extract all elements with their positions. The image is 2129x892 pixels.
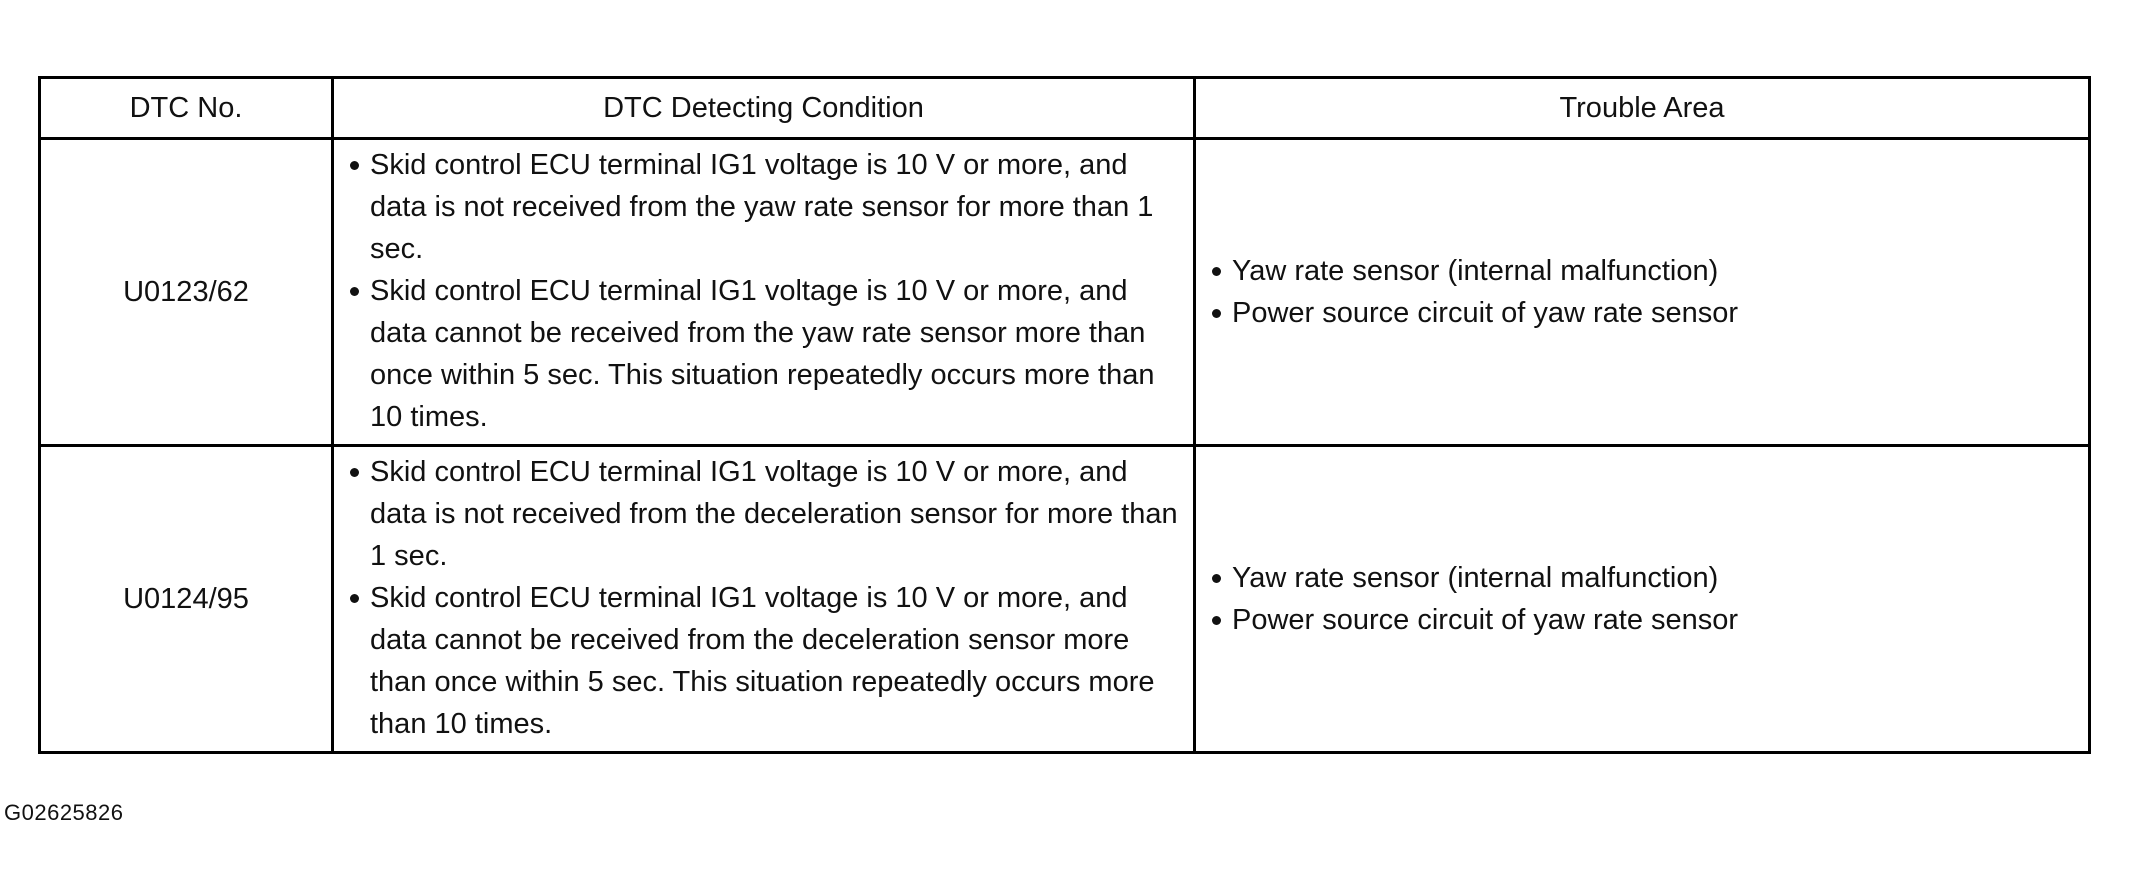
trouble-area-item: Power source circuit of yaw rate sensor <box>1210 292 2078 334</box>
trouble-area-item: Yaw rate sensor (internal malfunction) <box>1210 557 2078 599</box>
header-detecting-condition: DTC Detecting Condition <box>333 78 1195 139</box>
figure-reference-code: G02625826 <box>4 800 124 825</box>
condition-list <box>348 144 1185 438</box>
trouble-area-cell <box>1195 139 2090 446</box>
trouble-area-item: Power source circuit of yaw rate sensor <box>1210 599 2078 641</box>
header-trouble-area: Trouble Area <box>1195 78 2090 139</box>
condition-item: Skid control ECU terminal IG1 voltage is 10 V or more, and data is not received from the yaw rate sensor for more than 1 sec. <box>348 144 1185 270</box>
dtc-number: U0124/95 <box>40 446 333 753</box>
table-row <box>40 446 2090 753</box>
trouble-area-list <box>1210 250 2078 334</box>
condition-item: Skid control ECU terminal IG1 voltage is 10 V or more, and data cannot be received from the deceleration sensor more than once within 5 sec. This situation repeatedly occurs more than 10 times. <box>348 577 1185 745</box>
condition-item: Skid control ECU terminal IG1 voltage is 10 V or more, and data is not received from the deceleration sensor for more than 1 sec. <box>348 451 1185 577</box>
header-dtc-no: DTC No. <box>40 78 333 139</box>
table-row <box>40 139 2090 446</box>
dtc-table <box>38 76 2091 754</box>
trouble-area-list <box>1210 557 2078 641</box>
condition-item: Skid control ECU terminal IG1 voltage is 10 V or more, and data cannot be received from the yaw rate sensor more than once within 5 sec. This situation repeatedly occurs more than 10 times. <box>348 270 1185 438</box>
dtc-number: U0123/62 <box>40 139 333 446</box>
detecting-condition-cell <box>333 446 1195 753</box>
detecting-condition-cell <box>333 139 1195 446</box>
table-header-row <box>40 78 2090 139</box>
condition-list <box>348 451 1185 745</box>
trouble-area-cell <box>1195 446 2090 753</box>
trouble-area-item: Yaw rate sensor (internal malfunction) <box>1210 250 2078 292</box>
